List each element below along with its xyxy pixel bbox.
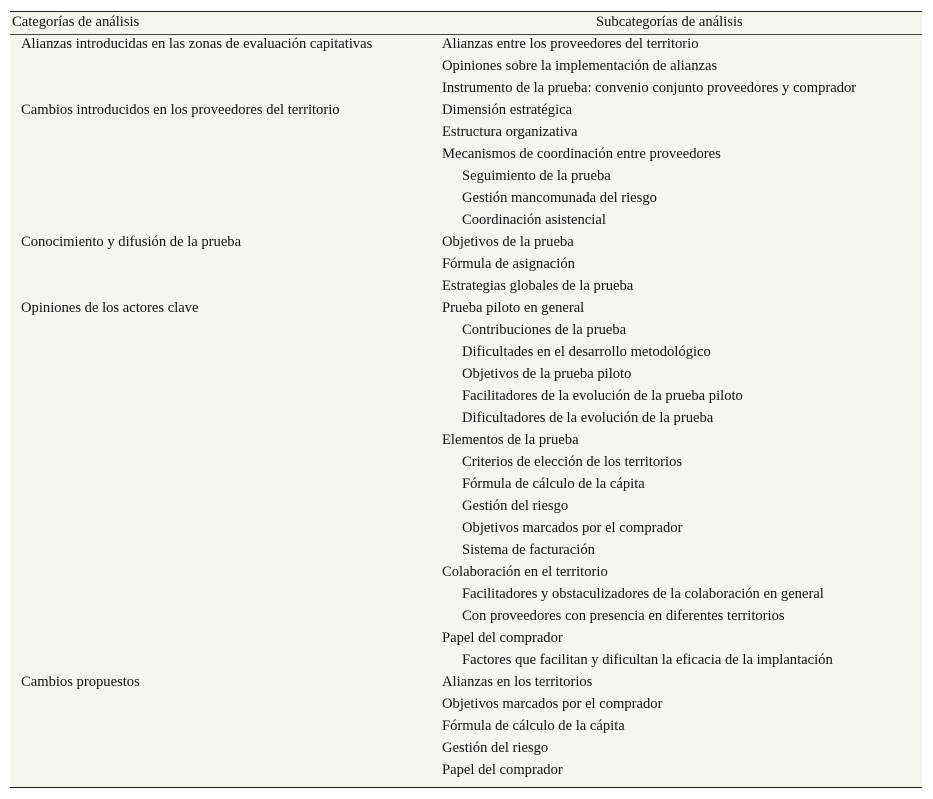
header-categories: Categorías de análisis: [12, 14, 140, 30]
subcategory-cell: Criterios de elección de los territorios: [462, 454, 683, 470]
subcategory-cell: Gestión del riesgo: [462, 498, 569, 514]
table-row: [10, 189, 922, 211]
table-body: [10, 35, 922, 783]
subcategory-cell: Papel del comprador: [442, 762, 563, 778]
subcategory-cell: Prueba piloto en general: [442, 300, 585, 316]
table-row: [10, 145, 922, 167]
table-row: [10, 563, 922, 585]
subcategory-cell: Estrategias globales de la prueba: [442, 278, 634, 294]
subcategory-cell: Objetivos marcados por el comprador: [462, 520, 683, 536]
table-header: [10, 12, 922, 34]
table-row: [10, 299, 922, 321]
table-row: [10, 475, 922, 497]
table-row: [10, 519, 922, 541]
subcategory-cell: Dificultades en el desarrollo metodológico: [462, 344, 711, 360]
subcategory-cell: Contribuciones de la prueba: [462, 322, 627, 338]
subcategory-cell: Alianzas en los territorios: [442, 674, 593, 690]
table-row: [10, 365, 922, 387]
subcategory-cell: Con proveedores con presencia en diferentes territorios: [462, 608, 785, 624]
subcategory-cell: Objetivos de la prueba piloto: [462, 366, 632, 382]
subcategory-cell: Dimensión estratégica: [442, 102, 573, 118]
table-row: [10, 321, 922, 343]
table-row: [10, 761, 922, 783]
table-row: [10, 607, 922, 629]
table-row: [10, 255, 922, 277]
category-cell: Cambios introducidos en los proveedores del territorio: [21, 102, 340, 118]
table-row: [10, 343, 922, 365]
table-row: [10, 629, 922, 651]
table-row: [10, 651, 922, 673]
table-row: [10, 277, 922, 299]
subcategory-cell: Gestión del riesgo: [442, 740, 549, 756]
subcategory-cell: Fórmula de cálculo de la cápita: [442, 718, 625, 734]
category-cell: Conocimiento y difusión de la prueba: [21, 234, 242, 250]
table-row: [10, 79, 922, 101]
subcategory-cell: Estructura organizativa: [442, 124, 578, 140]
header-subcategories: Subcategorías de análisis: [596, 14, 743, 30]
table-row: [10, 497, 922, 519]
table-row: [10, 211, 922, 233]
table-row: [10, 453, 922, 475]
category-cell: Opiniones de los actores clave: [21, 300, 199, 316]
subcategory-cell: Factores que facilitan y dificultan la eficacia de la implantación: [462, 652, 833, 668]
subcategory-cell: Opiniones sobre la implementación de alianzas: [442, 58, 718, 74]
subcategory-cell: Papel del comprador: [442, 630, 563, 646]
table-row: [10, 541, 922, 563]
table-row: [10, 35, 922, 57]
table-row: [10, 57, 922, 79]
table-row: [10, 695, 922, 717]
subcategory-cell: Facilitadores de la evolución de la prueba piloto: [462, 388, 743, 404]
subcategory-cell: Dificultadores de la evolución de la prueba: [462, 410, 714, 426]
subcategory-cell: Colaboración en el territorio: [442, 564, 608, 580]
table-row: [10, 717, 922, 739]
category-cell: Cambios propuestos: [21, 674, 140, 690]
subcategory-cell: Fórmula de cálculo de la cápita: [462, 476, 645, 492]
category-cell: Alianzas introducidas en las zonas de evaluación capitativas: [21, 36, 373, 52]
table-row: [10, 739, 922, 761]
table-row: [10, 431, 922, 453]
subcategory-cell: Elementos de la prueba: [442, 432, 579, 448]
table-row: [10, 409, 922, 431]
subcategory-cell: Coordinación asistencial: [462, 212, 606, 228]
subcategory-cell: Seguimiento de la prueba: [462, 168, 611, 184]
table-row: [10, 585, 922, 607]
table-row: [10, 233, 922, 255]
subcategory-cell: Facilitadores y obstaculizadores de la colaboración en general: [462, 586, 824, 602]
subcategory-cell: Fórmula de asignación: [442, 256, 575, 272]
table-row: [10, 123, 922, 145]
subcategory-cell: Gestión mancomunada del riesgo: [462, 190, 657, 206]
table-row: [10, 387, 922, 409]
subcategory-cell: Objetivos marcados por el comprador: [442, 696, 663, 712]
table-row: [10, 167, 922, 189]
subcategory-cell: Alianzas entre los proveedores del territorio: [442, 36, 699, 52]
subcategory-cell: Sistema de facturación: [462, 542, 595, 558]
subcategory-cell: Instrumento de la prueba: convenio conjunto proveedores y comprador: [442, 80, 857, 96]
analysis-categories-table: [10, 11, 922, 788]
table-row: [10, 673, 922, 695]
subcategory-cell: Mecanismos de coordinación entre proveedores: [442, 146, 721, 162]
table-row: [10, 101, 922, 123]
subcategory-cell: Objetivos de la prueba: [442, 234, 574, 250]
